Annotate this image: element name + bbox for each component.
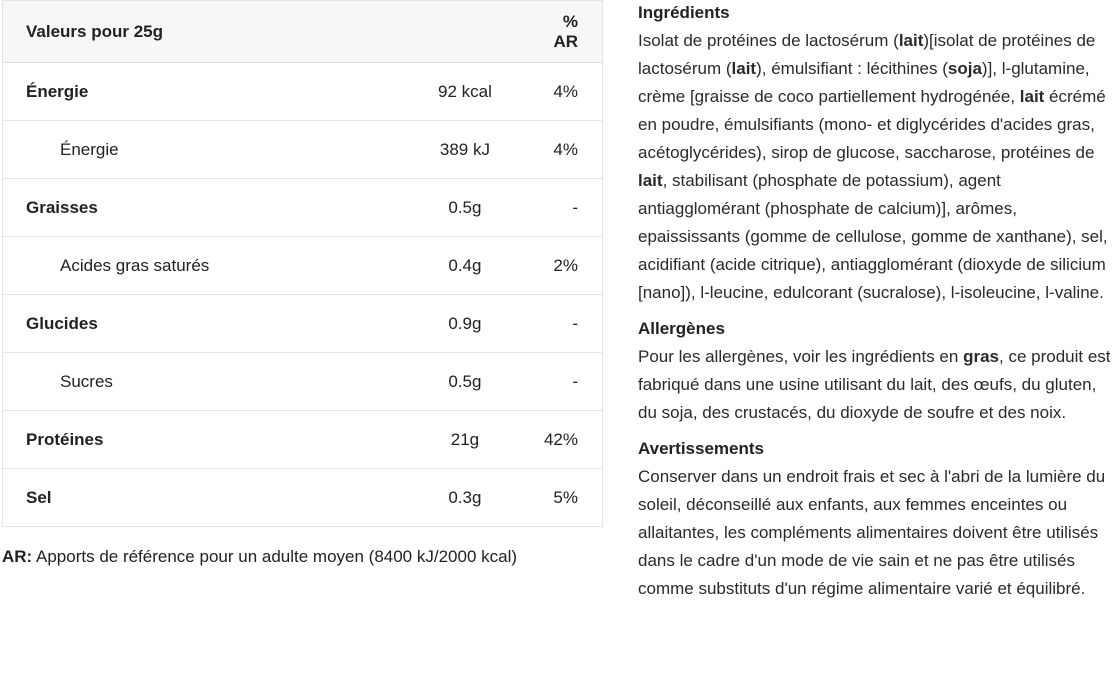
nutrient-ar: 42% [544, 411, 603, 469]
text-segment: Isolat de protéines de lactosérum ( [638, 31, 899, 50]
text-segment: écrémé en poudre, émulsifiants (mono- et diglycérides d'acides gras, acétoglycérides), sirop de glucose, saccharose, protéines de [638, 87, 1106, 162]
nutrient-value: 92 kcal [386, 63, 544, 121]
nutrient-name: Sel [3, 469, 386, 527]
nutrient-name: Acides gras saturés [3, 237, 386, 295]
bold-allergen: lait [731, 59, 757, 78]
allergens-section [638, 317, 1112, 427]
nutrient-name: Graisses [3, 179, 386, 237]
text-segment: , stabilisant (phosphate de potassium), agent antiagglomérant (phosphate de calcium)], arômes, epaississants (gomme de cellulose, gomme de xanthane), sel, acidifiant (acide citrique), antiagglomérant (dioxyde de silicium [nano]), l-leucine, edulcorant (sucralose), l-isoleucine, l-valine. [638, 171, 1108, 302]
table-row [3, 179, 603, 237]
header-value [386, 1, 544, 63]
nutrient-value: 0.3g [386, 469, 544, 527]
text-segment: )[isolat de protéines de lactosérum ( [638, 31, 1096, 78]
warnings-title: Avertissements [638, 439, 764, 458]
ingredients-title: Ingrédients [638, 3, 730, 22]
nutrition-panel [2, 0, 603, 567]
nutrient-ar: 4% [544, 121, 603, 179]
nutrient-name: Énergie [3, 63, 386, 121]
nutrient-value: 0.4g [386, 237, 544, 295]
header-serving: Valeurs pour 25g [3, 1, 386, 63]
bold-allergen: gras [963, 347, 999, 366]
warnings-text [638, 463, 1112, 603]
bold-allergen: lait [1019, 87, 1045, 106]
warnings-section [638, 437, 1112, 603]
table-row [3, 353, 603, 411]
nutrition-table-header [3, 1, 603, 63]
nutrient-name: Protéines [3, 411, 386, 469]
nutrient-name: Énergie [3, 121, 386, 179]
text-segment: Pour les allergènes, voir les ingrédients en [638, 347, 964, 366]
bold-allergen: lait [898, 31, 924, 50]
ingredients-text [638, 27, 1112, 307]
footnote-label: AR: [2, 547, 33, 566]
nutrient-value: 0.5g [386, 179, 544, 237]
nutrient-name: Glucides [3, 295, 386, 353]
table-row [3, 411, 603, 469]
nutrient-ar: 2% [544, 237, 603, 295]
bold-allergen: lait [638, 171, 663, 190]
nutrient-ar: - [544, 179, 603, 237]
text-segment: )], l-glutamine, crème [graisse de coco partiellement hydrogénée, [638, 59, 1090, 106]
text-segment: ), émulsifiant : lécithines ( [756, 59, 948, 78]
text-segment: , ce produit est fabriqué dans une usine utilisant du lait, des œufs, du gluten, du soja, des crustacés, du dioxyde de soufre et des noix. [638, 347, 1111, 422]
text-segment: Conserver dans un endroit frais et sec à l'abri de la lumière du soleil, déconseillé aux enfants, aux femmes enceintes ou allaitantes, les compléments alimentaires doivent être utilisés dans le cadre d'un mode de vie sain et ne pas être utilisés comme substituts d'un régime alimentaire varié et équilibré. [638, 467, 1106, 598]
table-row [3, 469, 603, 527]
nutrient-ar: 5% [544, 469, 603, 527]
nutrient-ar: 4% [544, 63, 603, 121]
table-row [3, 63, 603, 121]
nutrient-value: 0.9g [386, 295, 544, 353]
nutrient-ar: - [544, 295, 603, 353]
nutrient-ar: - [544, 353, 603, 411]
nutrition-table [2, 0, 603, 527]
allergens-text [638, 343, 1112, 427]
product-info-panel [638, 1, 1112, 613]
table-row [3, 295, 603, 353]
header-ar: % AR [544, 1, 603, 63]
nutrient-value: 0.5g [386, 353, 544, 411]
bold-allergen: soja [947, 59, 982, 78]
table-row [3, 121, 603, 179]
ingredients-section [638, 1, 1112, 307]
nutrient-value: 21g [386, 411, 544, 469]
footnote-text: Apports de référence pour un adulte moyen (8400 kJ/2000 kcal) [32, 547, 518, 566]
allergens-title: Allergènes [638, 319, 725, 338]
table-row [3, 237, 603, 295]
nutrient-value: 389 kJ [386, 121, 544, 179]
nutrient-name: Sucres [3, 353, 386, 411]
nutrition-table-body [3, 63, 603, 527]
ar-footnote [2, 547, 603, 567]
